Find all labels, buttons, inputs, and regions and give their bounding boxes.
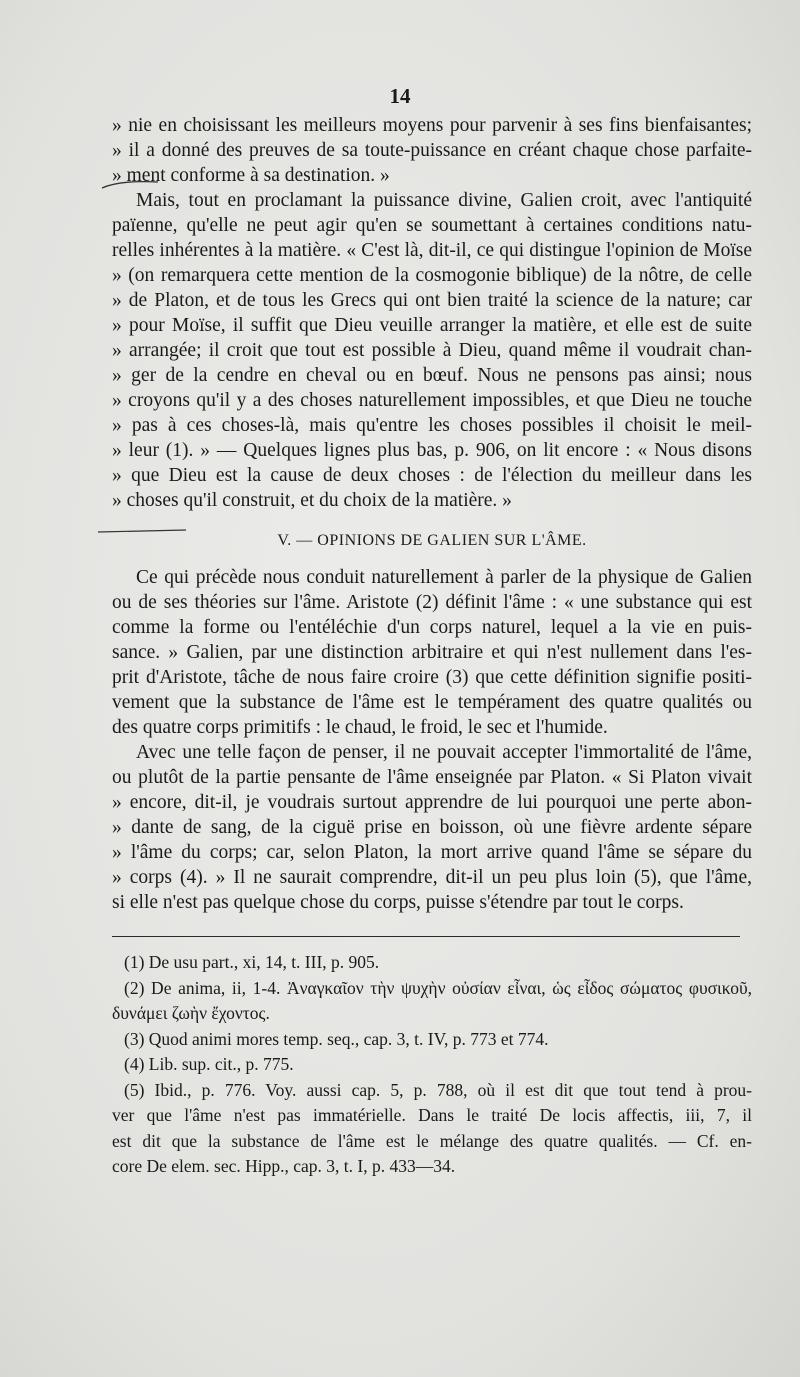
- text-line: ou plutôt de la partie pensante de l'âme enseignée par Platon. « Si Platon vivait: [112, 767, 752, 788]
- text-line: » arrangée; il croit que tout est possible à Dieu, quand même il voudrait chan-: [112, 340, 752, 361]
- text-line: » ment conforme à sa destination. »: [112, 165, 390, 186]
- text-line: » l'âme du corps; car, selon Platon, la mort arrive quand l'âme se sépare du: [112, 842, 752, 863]
- footnote-line: ver que l'âme n'est pas immatérielle. Dans le traité De locis affectis, iii, 7, il: [112, 1105, 752, 1125]
- footnote-line: est dit que la substance de l'âme est le mélange des quatre qualités. — Cf. en-: [112, 1130, 752, 1151]
- text-line: » corps (4). » Il ne saurait comprendre, dit-il un peu plus loin (5), que l'âme,: [112, 867, 752, 888]
- text-line: relles inhérentes à la matière. « C'est là, dit-il, ce qui distingue l'opinion de Moïse: [112, 240, 752, 261]
- text-line: sance. » Galien, par une distinction arbitraire et qui n'est nullement dans l'es-: [112, 642, 752, 663]
- text-line: comme la forme ou l'entéléchie d'un corps naturel, lequel a la vie en puis-: [112, 617, 752, 638]
- text-line: » dante de sang, de la ciguë prise en boisson, où une fièvre ardente sépare: [112, 817, 752, 838]
- text-line: vement que la substance de l'âme est le tempérament des quatre qualités ou: [112, 692, 752, 713]
- text-line: Ce qui précède nous conduit naturellement à parler de la physique de Galien: [136, 567, 752, 588]
- footnote-line: (2) De anima, ii, 1-4. Ἀναγκαῖον τὴν ψυχὴν οὐσίαν εἶναι, ὡς εἶδος σώματος φυσικοῦ,: [124, 977, 752, 998]
- text-line: païenne, qu'elle ne peut agir qu'en se soumettant à certaines conditions natu-: [112, 215, 752, 236]
- text-line: Avec une telle façon de penser, il ne pouvait accepter l'immortalité de l'âme,: [136, 742, 752, 763]
- text-line: » nie en choisissant les meilleurs moyens pour parvenir à ses fins bienfaisantes;: [112, 115, 752, 136]
- footnote-line: (4) Lib. sup. cit., p. 775.: [124, 1054, 294, 1074]
- text-line: » que Dieu est la cause de deux choses : de l'élection du meilleur dans les: [112, 465, 752, 486]
- text-line: Mais, tout en proclamant la puissance divine, Galien croit, avec l'antiquité: [136, 190, 752, 211]
- text-line: » de Platon, et de tous les Grecs qui ont bien traité la science de la nature; car: [112, 290, 752, 311]
- footnote-line: δυνάμει ζωὴν ἔχοντος.: [112, 1003, 270, 1023]
- text-line: » (on remarquera cette mention de la cosmogonie biblique) de la nôtre, de celle: [112, 265, 752, 286]
- main-text: [112, 113, 752, 915]
- text-line: » ger de la cendre en cheval ou en bœuf. Nous ne pensons pas ainsi; nous: [112, 365, 752, 386]
- text-line: des quatre corps primitifs : le chaud, le froid, le sec et l'humide.: [112, 717, 608, 738]
- footnote-line: (5) Ibid., p. 776. Voy. aussi cap. 5, p. 788, où il est dit que tout tend à prou-: [124, 1079, 752, 1100]
- text-line: » pas à ces choses-là, mais qu'entre les choses possibles il choisit le meil-: [112, 415, 752, 436]
- text-line: ou de ses théories sur l'âme. Aristote (2) définit l'âme : « une substance qui est: [112, 592, 752, 613]
- text-line: prit d'Aristote, tâche de nous faire croire (3) que cette définition signifie positi-: [112, 667, 752, 688]
- footnote-rule: [112, 936, 740, 937]
- text-line: » il a donné des preuves de sa toute-puissance en créant chaque chose parfaite-: [112, 140, 752, 161]
- footnotes: [112, 950, 752, 1180]
- text-line: » pour Moïse, il suffit que Dieu veuille arranger la matière, et elle est de suite: [112, 315, 752, 336]
- page-number: 14: [389, 84, 411, 108]
- text-line: » leur (1). » — Quelques lignes plus bas, p. 906, on lit encore : « Nous disons: [112, 440, 752, 461]
- text-line: » croyons qu'il y a des choses naturellement impossibles, et que Dieu ne touche: [112, 390, 752, 411]
- footnote-line: (1) De usu part., xi, 14, t. III, p. 905.: [124, 952, 380, 972]
- section-heading: V. — OPINIONS DE GALIEN SUR L'ÂME.: [277, 532, 587, 549]
- text-line: si elle n'est pas quelque chose du corps, puisse s'étendre par tout le corps.: [112, 892, 684, 913]
- pencil-mark-section: [98, 528, 188, 534]
- text-line: » encore, dit-il, je voudrais surtout apprendre de lui pourquoi une perte abon-: [112, 792, 752, 813]
- text-line: » choses qu'il construit, et du choix de la matière. »: [112, 490, 512, 511]
- footnote-line: core De elem. sec. Hipp., cap. 3, t. I, p. 433—34.: [112, 1156, 456, 1176]
- footnote-line: (3) Quod animi mores temp. seq., cap. 3, t. IV, p. 773 et 774.: [124, 1028, 549, 1049]
